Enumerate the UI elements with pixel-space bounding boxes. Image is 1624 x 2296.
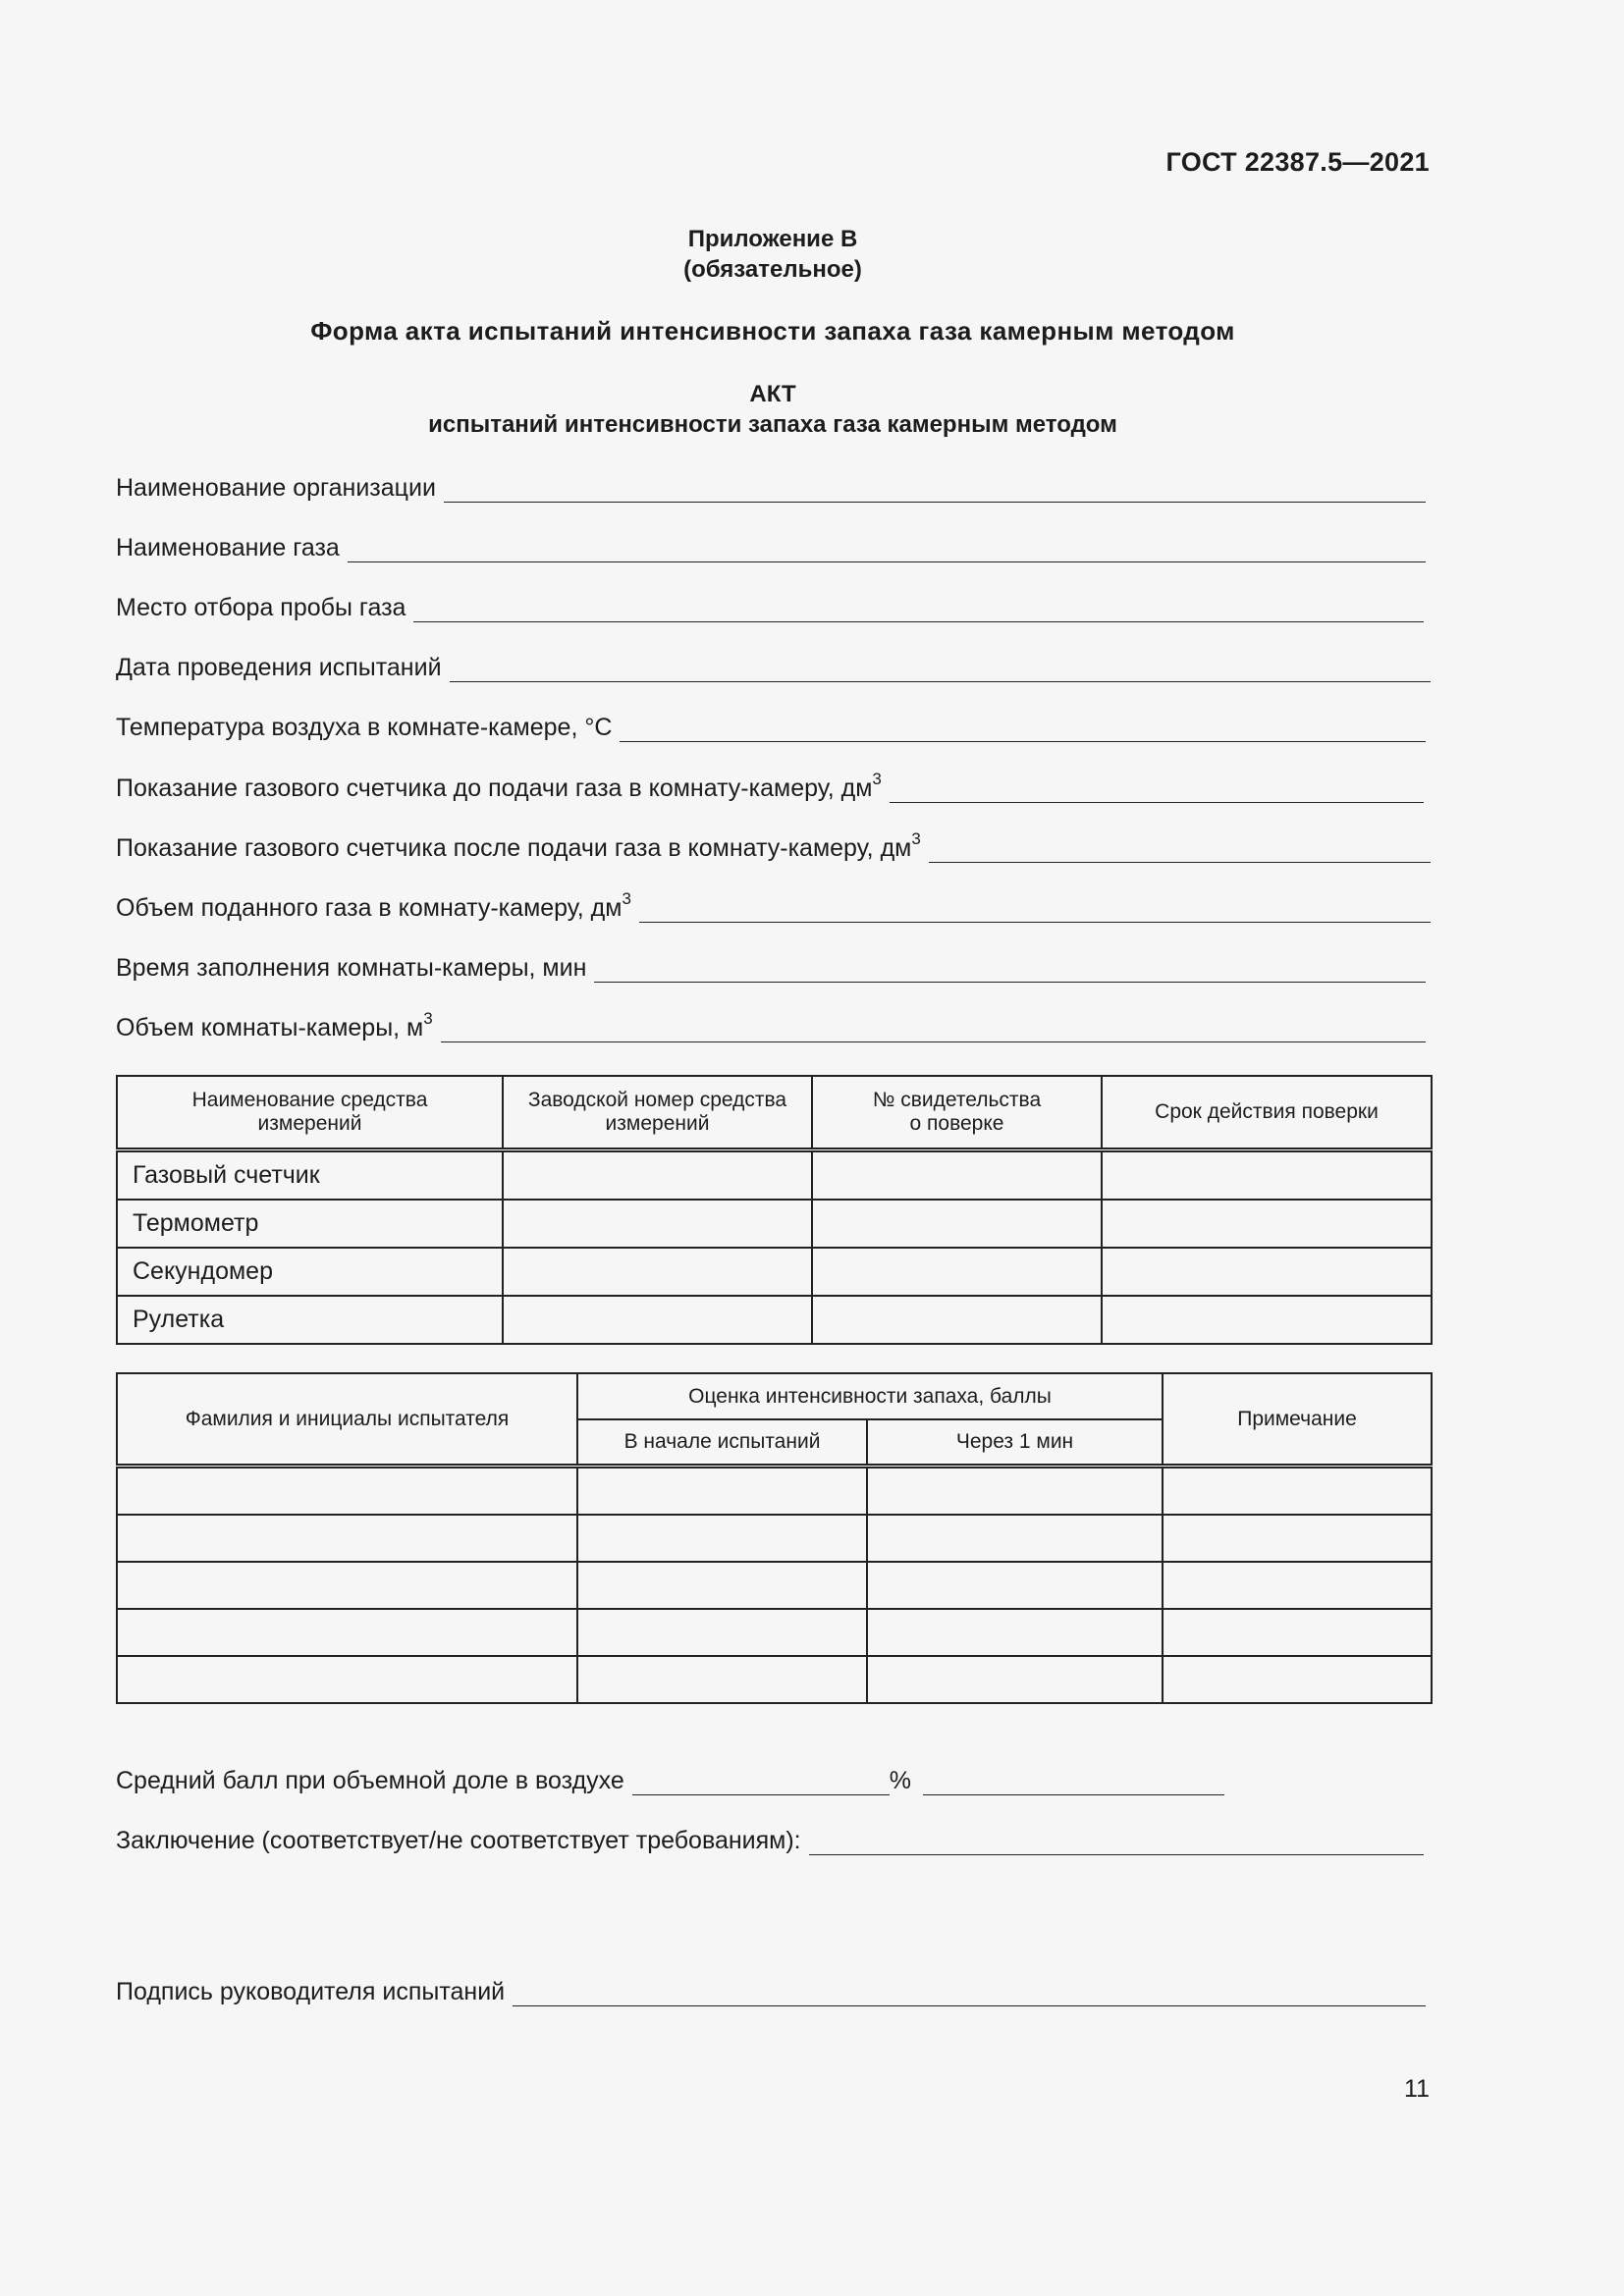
appendix-status: (обязательное)	[683, 256, 862, 283]
table-header-row	[117, 1373, 1432, 1419]
table-row	[117, 1609, 1432, 1656]
header-cell: Через 1 мин	[867, 1419, 1163, 1467]
table-cell[interactable]	[117, 1609, 577, 1656]
table-cell[interactable]	[812, 1200, 1102, 1248]
fill-line[interactable]	[639, 898, 1431, 923]
act-heading	[0, 379, 1545, 440]
fill-line[interactable]	[620, 718, 1426, 742]
field-label: Наименование организации	[116, 474, 436, 502]
table-cell[interactable]	[812, 1296, 1102, 1344]
field-fill-time	[116, 951, 1426, 983]
fill-line[interactable]	[444, 478, 1426, 503]
table-cell[interactable]	[577, 1467, 867, 1516]
table-row	[117, 1656, 1432, 1703]
table-cell[interactable]	[117, 1467, 577, 1516]
fill-line[interactable]	[923, 1771, 1224, 1795]
field-room-volume	[116, 1008, 1426, 1042]
fill-line[interactable]	[450, 658, 1431, 682]
field-label: Показание газового счетчика до подачи газа в комнату-камеру, $дм^3$	[116, 769, 882, 802]
table-cell[interactable]	[1163, 1467, 1432, 1516]
page-number: 11	[1404, 2075, 1430, 2103]
table-cell[interactable]	[577, 1515, 867, 1562]
table-cell[interactable]	[1102, 1296, 1432, 1344]
field-label: Показание газового счетчика после подачи газа в комнату-камеру, $дм^3$	[116, 828, 921, 862]
field-label: Заключение (соответствует/не соответствует требованиям):	[116, 1827, 801, 1854]
header-cell: Фамилия и инициалы испытателя	[117, 1373, 577, 1467]
table-cell[interactable]	[117, 1562, 577, 1609]
table-row	[117, 1296, 1432, 1344]
fill-line[interactable]	[594, 958, 1426, 983]
field-label: Объем поданного газа в комнату-камеру, $дм^3$	[116, 888, 631, 922]
field-test-date	[116, 651, 1431, 682]
header-cell: Заводской номер средства измерений	[503, 1076, 812, 1150]
fill-line[interactable]	[348, 538, 1426, 562]
header-cell: Наименование средства измерений	[117, 1076, 503, 1150]
instrument-name: Рулетка	[117, 1296, 503, 1344]
table-header-row	[117, 1076, 1432, 1150]
appendix-title: Приложение В	[687, 226, 858, 252]
table-row	[117, 1515, 1432, 1562]
field-label: Объем комнаты-камеры, $м^3$	[116, 1008, 433, 1041]
table-cell[interactable]	[867, 1609, 1163, 1656]
instruments-table	[116, 1075, 1433, 1345]
field-signature	[116, 1975, 1426, 2006]
table-cell[interactable]	[117, 1515, 577, 1562]
table-row	[117, 1248, 1432, 1296]
table-cell[interactable]	[867, 1656, 1163, 1703]
table-cell[interactable]	[1102, 1200, 1432, 1248]
fill-line[interactable]	[441, 1018, 1426, 1042]
table-cell[interactable]	[1163, 1656, 1432, 1703]
field-gas-volume	[116, 888, 1431, 923]
table-cell[interactable]	[503, 1296, 812, 1344]
appendix-heading	[0, 224, 1545, 285]
table-row	[117, 1562, 1432, 1609]
table-row	[117, 1200, 1432, 1248]
act-title: АКТ	[749, 381, 796, 407]
field-label: Подпись руководителя испытаний	[116, 1978, 506, 2005]
table-cell[interactable]	[1102, 1248, 1432, 1296]
table-cell[interactable]	[812, 1150, 1102, 1201]
table-cell[interactable]	[867, 1515, 1163, 1562]
fill-line[interactable]	[413, 598, 1424, 622]
instrument-name: Термометр	[117, 1200, 503, 1248]
table-cell[interactable]	[867, 1562, 1163, 1609]
field-average-score	[116, 1764, 1224, 1795]
field-meter-before	[116, 769, 1424, 803]
table-cell[interactable]	[503, 1248, 812, 1296]
table-cell[interactable]	[812, 1248, 1102, 1296]
header-cell: Примечание	[1163, 1373, 1432, 1467]
field-conclusion	[116, 1824, 1424, 1855]
fill-line[interactable]	[513, 1982, 1426, 2006]
table-cell[interactable]	[1163, 1562, 1432, 1609]
table-cell[interactable]	[1102, 1150, 1432, 1201]
table-cell[interactable]	[867, 1467, 1163, 1516]
header-cell: № свидетельства о поверке	[812, 1076, 1102, 1150]
table-cell[interactable]	[1163, 1609, 1432, 1656]
table-cell[interactable]	[1163, 1515, 1432, 1562]
fill-line[interactable]	[890, 778, 1424, 803]
instrument-name: Секундомер	[117, 1248, 503, 1296]
table-cell[interactable]	[577, 1562, 867, 1609]
act-subtitle: испытаний интенсивности запаха газа камерным методом	[428, 411, 1117, 438]
header-cell: Срок действия поверки	[1102, 1076, 1432, 1150]
table-row	[117, 1467, 1432, 1516]
field-sample-place	[116, 591, 1424, 622]
field-meter-after	[116, 828, 1431, 863]
table-row	[117, 1150, 1432, 1201]
field-gas-name	[116, 531, 1426, 562]
table-cell[interactable]	[577, 1656, 867, 1703]
fill-line[interactable]	[632, 1771, 890, 1795]
header-cell: Оценка интенсивности запаха, баллы	[577, 1373, 1163, 1419]
fill-line[interactable]	[809, 1831, 1424, 1855]
field-organization	[116, 471, 1426, 503]
field-label: Температура воздуха в комнате-камере, °С	[116, 714, 613, 741]
instrument-name: Газовый счетчик	[117, 1150, 503, 1201]
table-cell[interactable]	[503, 1200, 812, 1248]
table-cell[interactable]	[577, 1609, 867, 1656]
field-label: Место отбора пробы газа	[116, 594, 406, 621]
document-code: ГОСТ 22387.5—2021	[1165, 147, 1430, 177]
field-label: Наименование газа	[116, 534, 340, 561]
percent-sign: %	[889, 1767, 912, 1794]
header-cell: В начале испытаний	[577, 1419, 867, 1467]
scores-table	[116, 1372, 1433, 1704]
field-label: Средний балл при объемной доле в воздухе	[116, 1767, 624, 1794]
field-air-temperature	[116, 711, 1426, 742]
field-label: Дата проведения испытаний	[116, 654, 442, 681]
fill-line[interactable]	[929, 838, 1431, 863]
table-cell[interactable]	[503, 1150, 812, 1201]
form-title: Форма акта испытаний интенсивности запаха газа камерным методом	[310, 316, 1235, 346]
field-label: Время заполнения комнаты-камеры, мин	[116, 954, 587, 982]
table-cell[interactable]	[117, 1656, 577, 1703]
